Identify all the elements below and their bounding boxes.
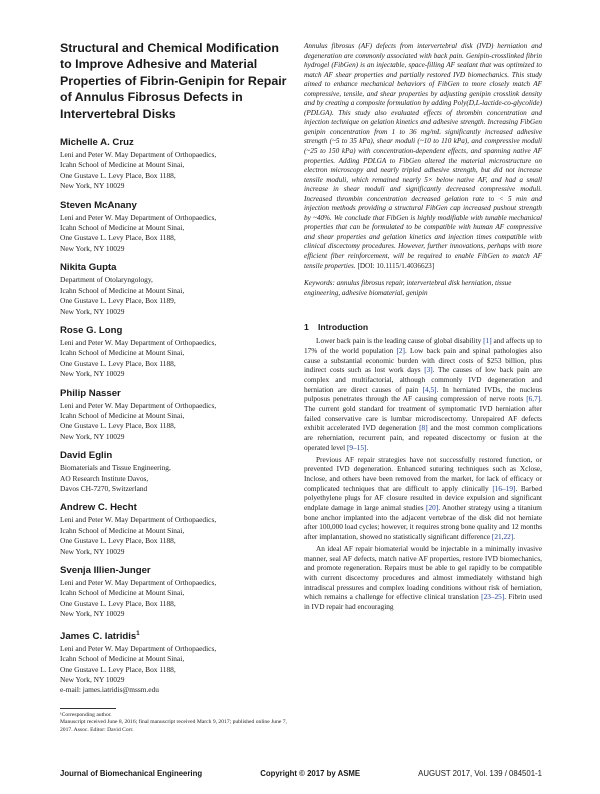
author-affiliation-line: Icahn School of Medicine at Mount Sinai, [60, 348, 185, 358]
author-affiliation-line: Leni and Peter W. May Department of Orthopaedics, [60, 150, 217, 160]
author-affiliation-line: New York, NY 10029 [60, 431, 125, 441]
author-name [60, 628, 288, 643]
citation-link[interactable]: [8] [419, 423, 428, 433]
author-block [60, 565, 288, 620]
body-text-run: . The current gold standard for treatment of symptomatic IVD herniation after failed conservative care is lumbar microdiscectomy. Unrepaired AF defects exhibit accelerated IVD degeneration [304, 394, 542, 433]
author-name [60, 325, 288, 337]
author-affiliation-line: Icahn School of Medicine at Mount Sinai, [60, 223, 185, 233]
author-affiliation-line: New York, NY 10029 [60, 369, 125, 379]
body-text-run: . [513, 532, 516, 542]
author-affiliation-line: One Gustave L. Levy Place, Box 1188, [60, 664, 176, 674]
author-affiliation-line: New York, NY 10029 [60, 306, 125, 316]
author-name [60, 388, 288, 400]
author-affiliation-line: Leni and Peter W. May Department of Orthopaedics, [60, 400, 217, 410]
author-name [60, 262, 288, 274]
author-affiliation-line: One Gustave L. Levy Place, Box 1188, [60, 233, 176, 243]
author-affiliation-line: Leni and Peter W. May Department of Orthopaedics, [60, 337, 217, 347]
author-affiliation-line: Davos CH-7270, Switzerland [60, 483, 148, 493]
body-text-run: . Fibrin used in IVD repair had encouraging [304, 592, 542, 612]
author-name-text: Andrew C. Hecht [60, 502, 137, 514]
footer-issue: AUGUST 2017, Vol. 139 / 084501-1 [418, 769, 542, 778]
citation-link[interactable]: [20] [426, 503, 439, 513]
section-title: Introduction [318, 322, 369, 333]
corresponding-author-note: ¹Corresponding author. [60, 711, 112, 718]
author-name-text: Michelle A. Cruz [60, 137, 134, 149]
author-name-text: James C. Iatridis [60, 630, 137, 642]
citation-link[interactable]: [9–15] [346, 442, 367, 452]
page-footer [60, 769, 542, 779]
author-name [60, 502, 288, 514]
keywords: Keywords: annulus fibrosus repair, intervertebral disk herniation, tissue engineering, adhesive biomaterial, genipin [304, 279, 512, 297]
author-name [60, 200, 288, 212]
author-affiliation-line: Icahn School of Medicine at Mount Sinai, [60, 160, 185, 170]
author-affiliation-line: One Gustave L. Levy Place, Box 1189, [60, 296, 176, 306]
body-text-run: Previous AF repair strategies have not successfully restored function, or prevented IVD degeneration. Enhanced suturing techniques such as Xclose, Inclose, and others have been removed from the market, for lack of efficacy or complicated techniques that are difficult to apply clinically [304, 454, 542, 493]
author-name-text: Nikita Gupta [60, 262, 117, 274]
author-name-text: Steven McAnany [60, 199, 137, 211]
author-affiliation-line: One Gustave L. Levy Place, Box 1188, [60, 598, 176, 608]
author-affiliation-line: Department of Otolaryngology, [60, 275, 153, 285]
author-affiliation-line: One Gustave L. Levy Place, Box 1188, [60, 421, 176, 431]
manuscript-history-note: Manuscript received June 8, 2016; final manuscript received March 9, 2017; published online June 7, 2017. Assoc. Editor: David Corr. [60, 719, 287, 733]
author-affiliation-line: New York, NY 10029 [60, 675, 125, 685]
section-heading [304, 322, 542, 333]
author-block [60, 450, 288, 494]
article-title: Structural and Chemical Modification to Improve Adhesive and Material Properties of Fibrin-Genipin for Repair of Annulus Fibrosus Defects in Intervertebral Disks [60, 41, 287, 121]
body-paragraph [304, 455, 542, 542]
footer-copyright: Copyright © 2017 by ASME [260, 769, 361, 778]
abstract-text: Annulus fibrosus (AF) defects from intervertebral disk (IVD) herniation and degeneration are commonly associated with back pain. Genipin-crosslinked fibrin hydrogel (FibGen) is an injectable, space-filling AF sealant that was optimized to match AF shear properties and partially restored IVD biomechanics. This study aimed to enhance mechanical behaviors of FibGen to more closely match AF compressive, tensile, and shear properties by adjusting genipin crosslink density and by creating a composite formulation by adding Poly(D,L-lactide-co-glycolide) (PDLGA). This study also evaluated effects of thrombin concentration and injection technique on gelation kinetics and adhesive strength. Increasing FibGen genipin concentration from 1 to 36 mg/mL significantly increased adhesive strength (~5 to 35 kPa), shear moduli (~10 to 110 kPa), and compressive moduli (~25 to 150 kPa) with concentration-dependent effects, and spanning native AF properties. Adding PDLGA to FibGen altered the material microstructure on electron microscopy and nearly tripled adhesive strength, but did not increase tensile moduli, which remained nearly 5× below native AF, and had a small increase in shear moduli and significantly decreased compressive moduli. Increased thrombin concentration decreased gelation rate to < 5 min and injection methods providing a structural FibGen cap increased pushout strength by ~40%. We conclude that FibGen is highly modifiable with tunable mechanical properties that can be formulated to be compatible with human AF compressive and shear properties and gelation kinetics and injection times compatible with clinical discectomy procedures. However, further innovations, perhaps with more efficient fiber reinforcement, will be required to enable FibGen to match AF tensile properties. [304, 42, 542, 270]
citation-link[interactable]: [2] [396, 345, 405, 355]
citation-link[interactable]: [21,22] [491, 532, 514, 542]
author-block [60, 325, 288, 380]
author-affiliation-line: New York, NY 10029 [60, 243, 125, 253]
author-name [60, 565, 288, 577]
author-affiliation-line: Biomaterials and Tissue Engineering, [60, 463, 171, 473]
abstract [304, 42, 542, 271]
section-number: 1 [304, 322, 309, 333]
author-block [60, 502, 288, 557]
author-affiliation-line: Icahn School of Medicine at Mount Sinai, [60, 410, 185, 420]
author-affiliation-line: Leni and Peter W. May Department of Orthopaedics, [60, 578, 217, 587]
author-affiliation-line: Leni and Peter W. May Department of Orthopaedics, [60, 515, 217, 525]
citation-link[interactable]: [1] [483, 336, 492, 346]
author-affiliation-line: Icahn School of Medicine at Mount Sinai, [60, 588, 185, 598]
author-name [60, 450, 288, 462]
author-name-text: Rose G. Long [60, 324, 123, 336]
body-text-run: An ideal AF repair biomaterial would be injectable in a minimally invasive manner, seal AF defects, match native AF properties, restore IVD biomechanics, and promote regeneration. Repairs must be able to gel rapidly to be compatible with current discectomy procedures and almost immediately withstand high intradiscal pressures and complex loading conditions without risk of herniation, which remains a challenge for effective clinical translation [304, 543, 542, 602]
citation-link[interactable]: [6,7] [526, 394, 541, 404]
author-affiliation-line: One Gustave L. Levy Place, Box 1188, [60, 358, 176, 368]
author-affiliation-line: One Gustave L. Levy Place, Box 1188, [60, 536, 176, 546]
body-text-run: . The causes of low back pain are complex and multifactorial, although commonly IVD degeneration and herniation are direct causes of pain [304, 365, 542, 394]
author-affiliation-line: One Gustave L. Levy Place, Box 1188, [60, 170, 176, 180]
author-list [60, 137, 288, 696]
author-affiliation-line: New York, NY 10029 [60, 181, 125, 191]
citation-link[interactable]: [3] [424, 365, 433, 375]
left-column [60, 40, 288, 734]
author-name [60, 137, 288, 149]
author-affiliation-line: Leni and Peter W. May Department of Orthopaedics, [60, 643, 217, 653]
author-affiliation-line: Icahn School of Medicine at Mount Sinai, [60, 525, 185, 535]
author-affiliation-line: Leni and Peter W. May Department of Orthopaedics, [60, 212, 217, 222]
body-text-run: Lower back pain is the leading cause of global disability [316, 336, 484, 346]
footer-journal: Journal of Biomechanical Engineering [60, 769, 203, 778]
body-text-run: . In herniated IVDs, the nucleus pulposus penetrates through the AF causing compression of nerve roots [304, 384, 542, 404]
citation-link[interactable]: [23–25] [481, 592, 505, 602]
body-paragraph [304, 336, 542, 452]
author-name-text: Svenja Illien-Junger [60, 565, 151, 576]
author-affiliation-line: Icahn School of Medicine at Mount Sinai, [60, 654, 185, 664]
citation-link[interactable]: [4,5] [422, 384, 437, 394]
right-column [304, 42, 542, 614]
body-text-run: and the most common complications are reherniation, recurrent pain, and repeated discectomy or fusion at the operated level [304, 423, 542, 452]
body-paragraph [304, 544, 542, 612]
author-name-text: Philip Nasser [60, 387, 121, 399]
author-affiliation-line: New York, NY 10029 [60, 609, 125, 619]
author-affiliation-line: Icahn School of Medicine at Mount Sinai, [60, 285, 185, 295]
body-text-run: . Low back pain and spinal pathologies also cause a substantial economic burden with direct costs of $253 billion, plus indirect costs such as lost work days [304, 345, 542, 375]
author-affiliation-line: AO Research Institute Davos, [60, 473, 149, 483]
author-block [60, 137, 288, 192]
body-text-run: . [366, 442, 369, 452]
corresponding-author-mark: 1 [136, 630, 140, 637]
body-text-run: . Another strategy using a titanium bone anchor implanted into the adjacent vertebrae of the disk did not herniate after 100,000 load cycles; however, it requires strong bone quality and 12 months after implantation, showed no statistically significant difference [304, 503, 543, 542]
footnotes [60, 712, 288, 734]
author-block [60, 262, 288, 317]
author-block [60, 628, 288, 696]
doi[interactable]: [DOI: 10.1115/1.4036623] [357, 261, 435, 270]
body-text-run: and affects up to 17% of the world population [304, 336, 542, 355]
author-block [60, 388, 288, 443]
author-name-text: David Eglin [60, 450, 113, 462]
author-block [60, 200, 288, 255]
footnote-rule [60, 708, 116, 709]
citation-link[interactable]: [16–19] [492, 483, 516, 493]
author-email[interactable]: e-mail: james.iatridis@mssm.edu [60, 685, 159, 695]
author-affiliation-line: New York, NY 10029 [60, 546, 125, 556]
introduction-body [304, 336, 542, 612]
body-text-run: . Barbed polyethylene plugs for AF closure resulted in device expulsion and significant endplate damage in large animal studies [304, 483, 542, 513]
